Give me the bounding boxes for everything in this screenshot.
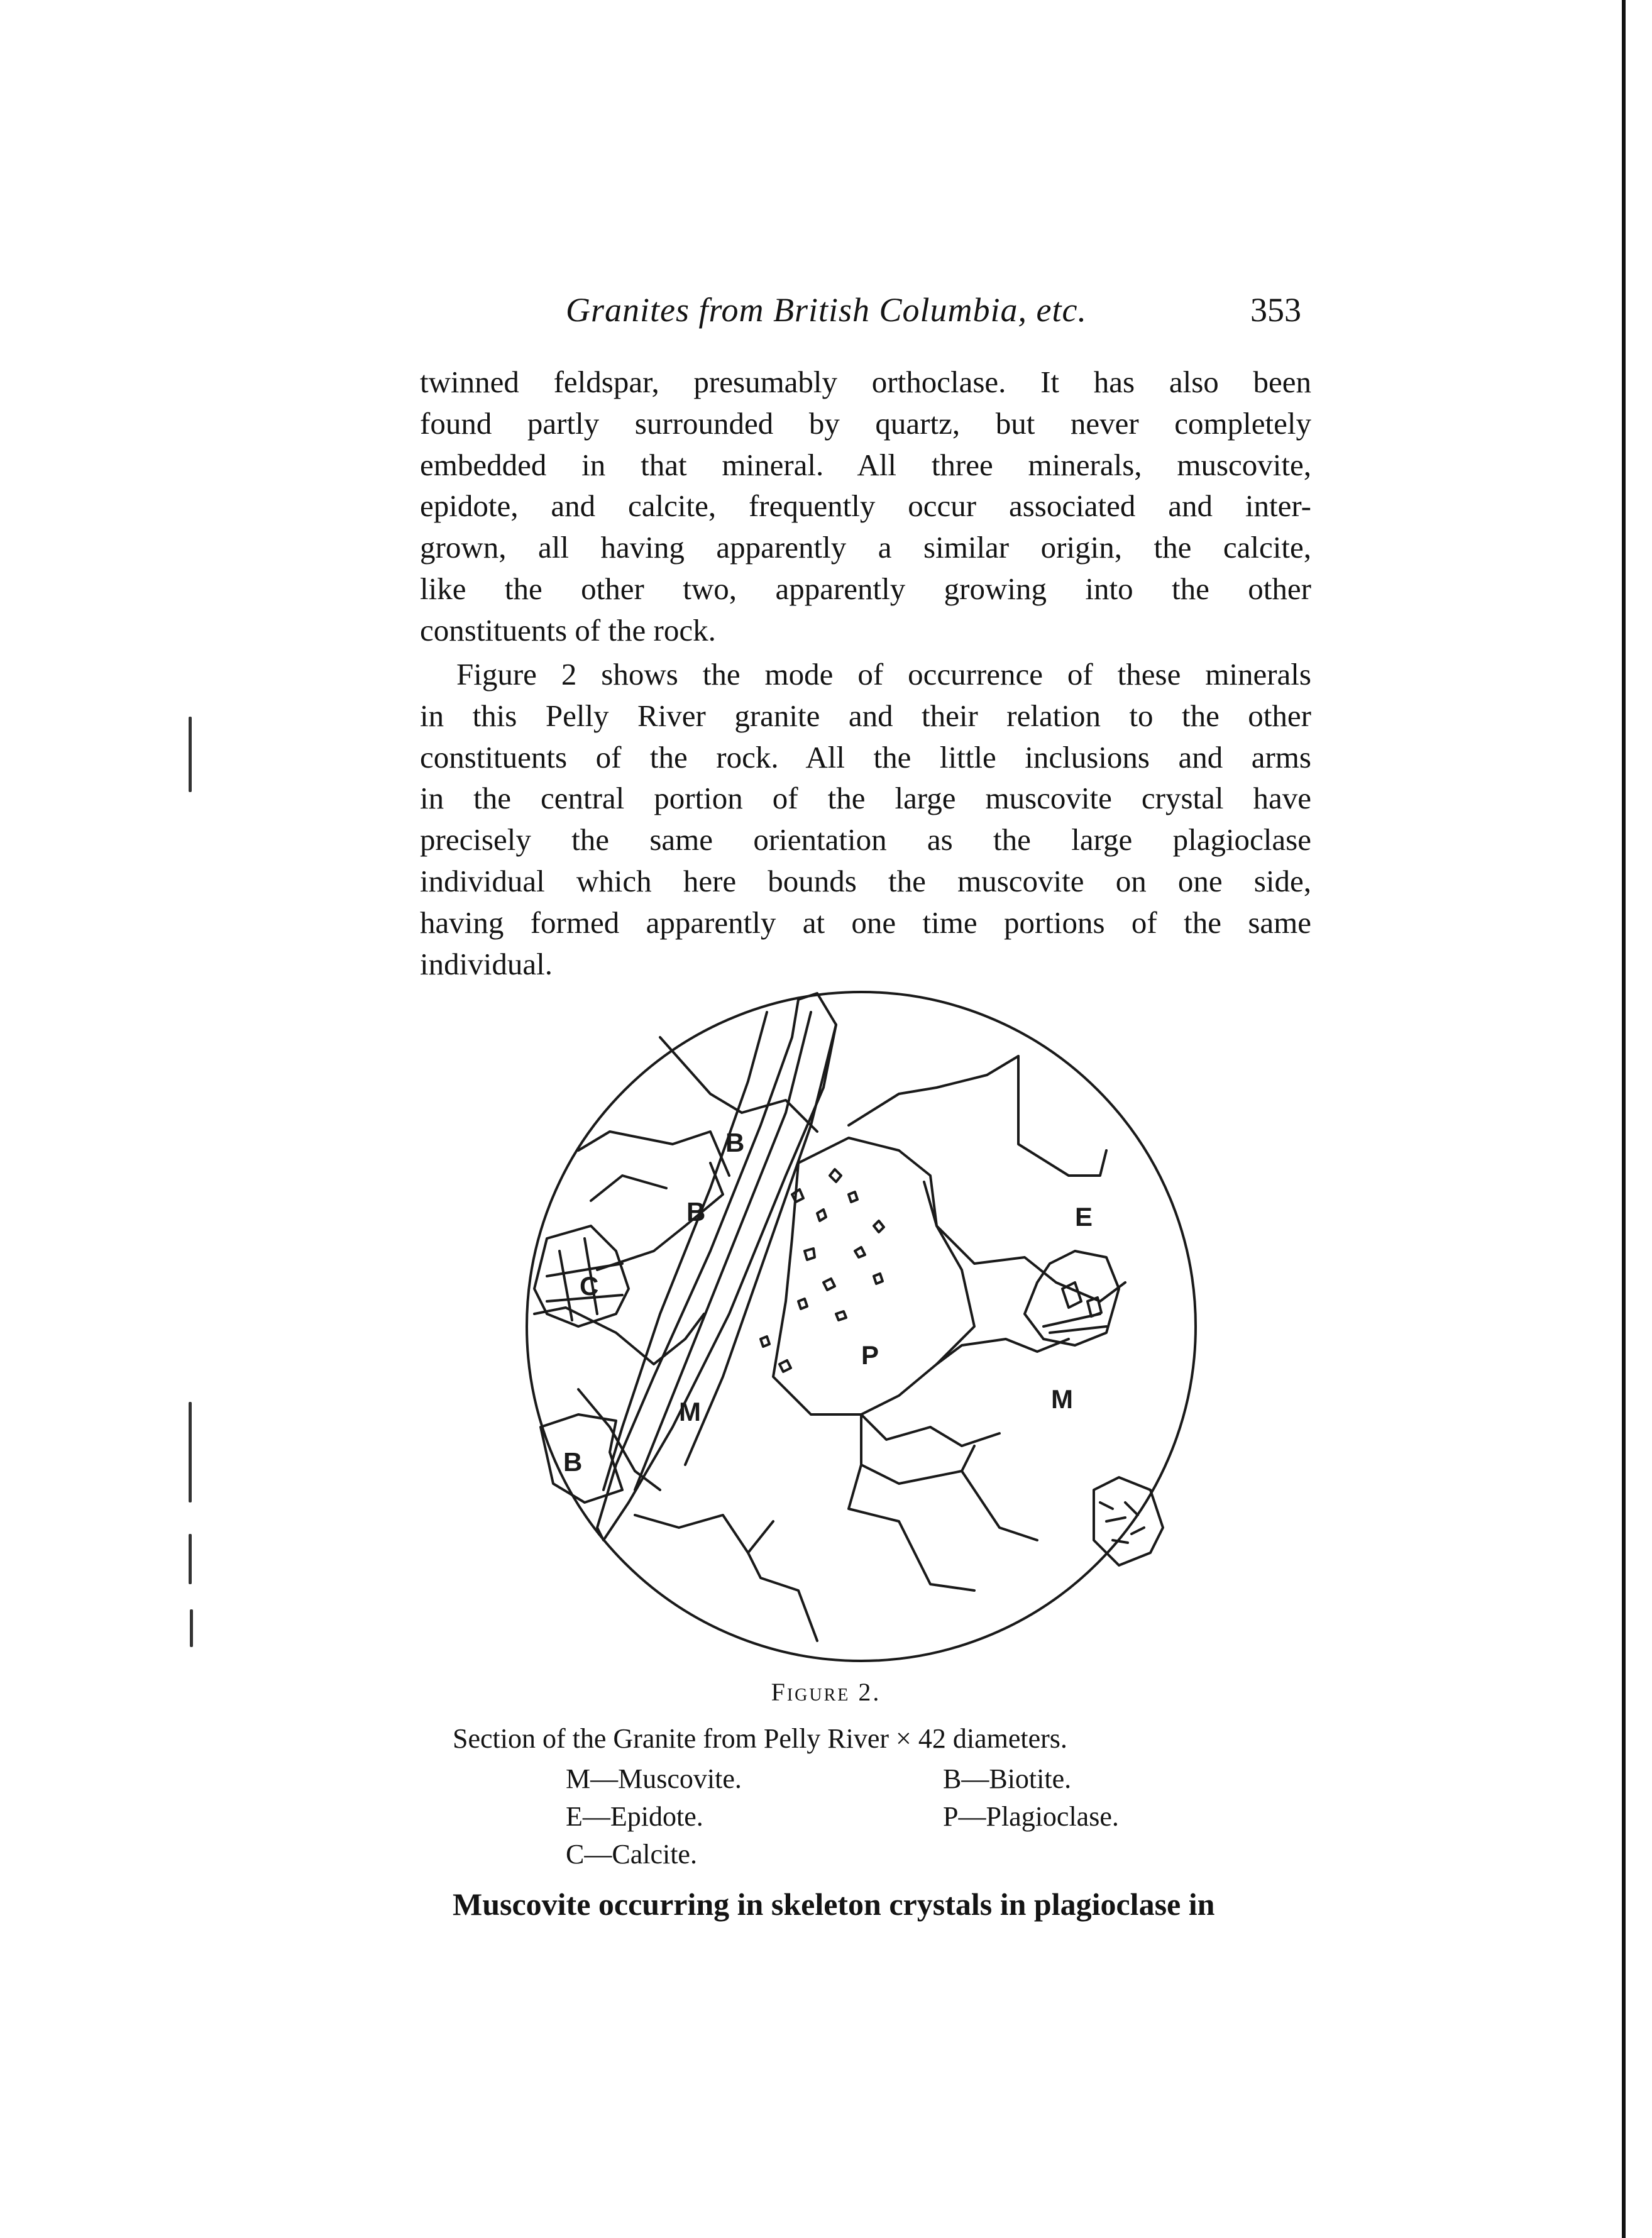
label-b-top: B (725, 1128, 745, 1157)
text-line: grown, all having apparently a similar origin, the calcite, (420, 530, 1311, 565)
running-head (421, 290, 1301, 341)
figure-legend-right (943, 1760, 1119, 1836)
legend-entry: C—Calcite. (566, 1839, 697, 1870)
continuation-text: Muscovite occurring in skeleton crystals in plagioclase in (453, 1887, 1215, 1922)
label-p: P (861, 1340, 879, 1370)
legend-entry: B—Biotite. (943, 1763, 1072, 1794)
grain-boundary (534, 1308, 704, 1364)
binding-mark (189, 1402, 192, 1502)
legend-entry: E—Epidote. (566, 1801, 703, 1832)
paragraph-2 (420, 654, 1311, 984)
grain-boundary (861, 1414, 999, 1446)
binding-mark (189, 717, 192, 792)
grain-boundary (861, 1414, 974, 1484)
page-edge-right (1622, 0, 1626, 2238)
binding-mark (190, 1609, 193, 1647)
muscovite-crystal (597, 993, 836, 1540)
label-b-left: B (563, 1447, 583, 1477)
text-line: in the central portion of the large muscovite crystal have (420, 781, 1311, 816)
text-line: Figure 2 shows the mode of occurrence of these minerals (456, 657, 1311, 692)
granite-section-figure (522, 987, 1201, 1666)
page-number: 353 (1250, 291, 1301, 329)
grain-boundary (849, 1465, 974, 1590)
figure-caption-description: Section of the Granite from Pelly River × 42 diameters. (453, 1723, 1067, 1754)
grain-boundary (748, 1521, 817, 1641)
text-line: embedded in that mineral. All three minerals, muscovite, (420, 447, 1311, 482)
label-e: E (1075, 1202, 1093, 1232)
label-b-mid: B (686, 1197, 706, 1226)
paragraph-1 (420, 361, 1311, 651)
grain-boundary (591, 1176, 666, 1201)
muscovite-lamella (635, 1012, 811, 1490)
legend-entry: P—Plagioclase. (943, 1801, 1119, 1832)
label-c: C (580, 1271, 599, 1301)
legend-entry: M—Muscovite. (566, 1763, 742, 1794)
grain-boundary (962, 1471, 1037, 1540)
figure-caption-title: Figure 2. (771, 1678, 881, 1706)
grain-boundary (578, 1132, 729, 1176)
text-line: having formed apparently at one time portions of the same (420, 905, 1311, 940)
label-m-left: M (679, 1397, 701, 1426)
running-title: Granites from British Columbia, etc. (566, 291, 1087, 329)
text-line: epidote, and calcite, frequently occur associated and inter- (420, 488, 1311, 524)
grain-boundary (924, 1182, 1125, 1301)
binding-mark (189, 1534, 192, 1584)
text-line: constituents of the rock. All the little inclusions and arms (420, 739, 1311, 774)
text-line: twinned feldspar, presumably orthoclase. It has also been (420, 365, 1311, 399)
text-line: individual. (420, 946, 553, 981)
text-line: found partly surrounded by quartz, but never completely (420, 405, 1311, 441)
text-line: in this Pelly River granite and their relation to the other (420, 698, 1311, 733)
label-m-right: M (1051, 1384, 1073, 1414)
figure-legend-left (566, 1760, 742, 1873)
grain-boundary (1018, 1056, 1106, 1176)
grain-boundary (849, 1056, 1018, 1125)
text-line: precisely the same orientation as the large plagioclase (420, 822, 1311, 857)
grain-boundary (635, 1515, 748, 1553)
text-line: like the other two, apparently growing into the other (420, 571, 1311, 606)
text-line: constituents of the rock. (420, 612, 716, 648)
text-line: individual which here bounds the muscovite on one side, (420, 863, 1311, 898)
